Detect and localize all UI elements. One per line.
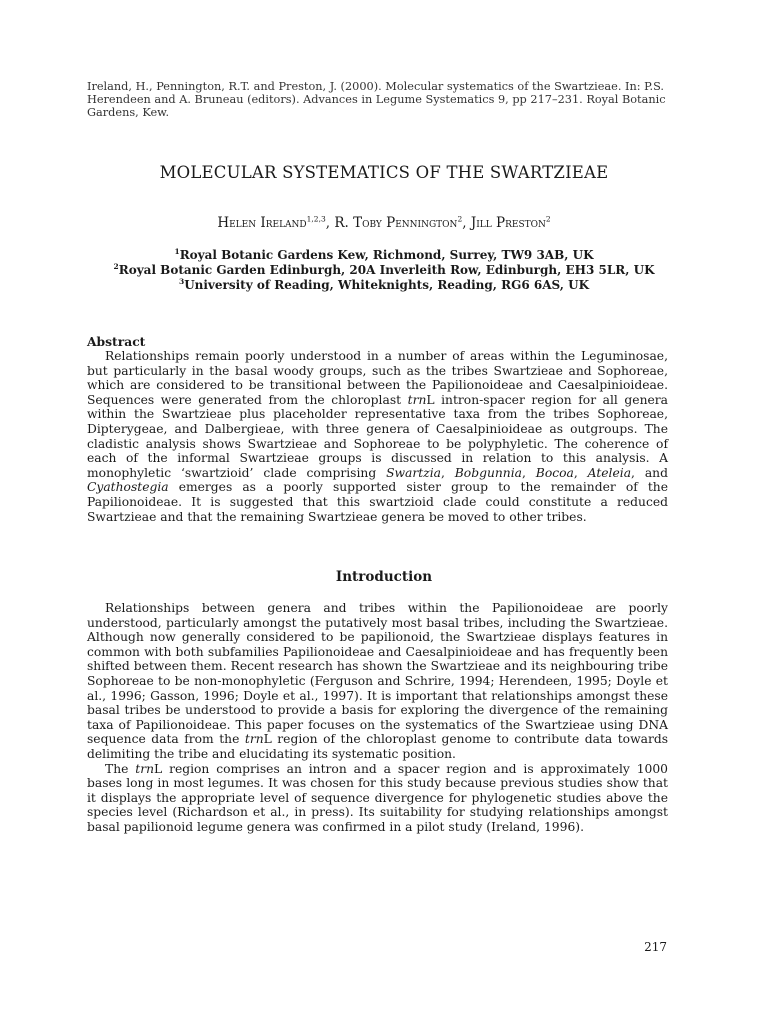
intro-paragraph <box>87 601 668 762</box>
affiliations <box>0 248 768 293</box>
separator: , and <box>631 465 668 480</box>
author-affil-marker: 1,2,3 <box>306 214 326 224</box>
genus-name: Bocoa <box>535 465 574 480</box>
author-name: Helen Ireland <box>217 215 307 231</box>
genus-name: Swartzia <box>386 465 441 480</box>
introduction-body <box>87 601 668 835</box>
page-number: 217 <box>644 940 667 954</box>
abstract-paragraph <box>87 349 668 524</box>
text-run: Relationships between genera and tribes within the Papilionoideae are poorly understood, particularly amongst the putatively most basal tribes, including the Swartzieae. Although now generally considered to be papilionoid, the Swartzieae displays features in common with both subfamilies Papilionoideae and Caesalpinioideae and has frequently been shifted between them. Recent research has shown the Swartzieae and its neighbouring tribe Sophoreae to be non-monophyletic (Ferguson and Schrire, 1994; Herendeen, 1995; Doyle et al., 1996; Gasson, 1996; Doyle et al., 1997). It is important that relationships amongst these basal tribes be understood to provide a basis for exploring the divergence of the remaining taxa of Papilionoideae. This paper focuses on the systematics of the Swartzieae using DNA sequence data from the <box>87 601 668 747</box>
author-separator: , <box>462 215 471 231</box>
affil-marker: 2 <box>113 262 119 271</box>
affil-marker: 3 <box>178 277 185 286</box>
separator: , <box>573 465 588 480</box>
genus-name: Cyathostegia <box>87 480 169 495</box>
author-affil-marker: 2 <box>545 214 551 224</box>
introduction-heading: Introduction <box>335 569 433 585</box>
author-name: R. Toby Pennington <box>334 215 458 231</box>
genus-name: Ateleia <box>587 465 632 480</box>
abstract-body <box>87 349 668 524</box>
text-run: L region of the chloroplast genome to contribute data towards delimiting the tribe and elucidating its systematic position. <box>87 732 669 761</box>
affiliation-text: University of Reading, Whiteknights, Reading, RG6 6AS, UK <box>184 278 590 292</box>
text-run: emerges as a poorly supported sister group to the remainder of the Papilionoideae. It is suggested that this swartzioid clade could constitute a reduced Swartzieae and that the remaining Swartzieae genera be moved to other tribes. <box>87 480 668 524</box>
text-run: L intron-spacer region for all genera within the Swartzieae plus placeholder representative taxa from the tribes Sophoreae, Dipterygeae, and Dalbergieae, with three genera of Caesalpinioideae as outgroups. The cladistic analysis shows Swartzieae and Sophoreae to be polyphyletic. The coherence of each of the informal Swartzieae groups is discussed in relation to this analysis. A monophyletic ‘swartzioid’ clade comprising <box>87 392 668 480</box>
citation: Ireland, H., Pennington, R.T. and Preston, J. (2000). Molecular systematics of the Swartzieae. In: P.S. Herendeen and A. Bruneau (editors). Advances in Legume Systematics 9, pp 217–231. Royal Botanic Gardens, Kew. <box>87 80 666 119</box>
abstract-heading: Abstract <box>87 334 146 349</box>
affiliation-text: Royal Botanic Gardens Kew, Richmond, Surrey, TW9 3AB, UK <box>179 248 594 262</box>
affiliation-text: Royal Botanic Garden Edinburgh, 20A Inverleith Row, Edinburgh, EH3 5LR, UK <box>118 263 655 277</box>
affil-marker: 1 <box>174 247 180 256</box>
gene-name: trn <box>135 761 155 776</box>
gene-name: trn <box>407 392 427 407</box>
separator: , <box>440 465 455 480</box>
gene-name: trn <box>244 732 264 747</box>
affiliation <box>0 263 768 278</box>
text-run: Relationships remain poorly understood in a number of areas within the Leguminosae, but particularly in the basal woody groups, such as the tribes Swartzieae and Sophoreae, which are considered to be transitional between the Papilionoideae and Caesalpinioideae. Sequences were generated from the chloroplast <box>87 349 668 407</box>
author-list <box>0 215 768 231</box>
paper-title: MOLECULAR SYSTEMATICS OF THE SWARTZIEAE <box>159 163 609 182</box>
genus-name: Bobgunnia <box>454 465 522 480</box>
affiliation <box>0 278 768 293</box>
text-run: L region comprises an intron and a spacer region and is approximately 1000 bases long in most legumes. It was chosen for this study because previous studies show that it displays the appropriate level of sequence divergence for phylogenetic studies above the species level (Richardson et al., in press). Its suitability for studying relationships amongst basal papilionoid legume genera was confirmed in a pilot study (Ireland, 1996). <box>87 761 669 834</box>
author-name: Jill Preston <box>470 215 546 231</box>
text-run: The <box>105 761 136 776</box>
author-separator: , <box>325 215 335 231</box>
author-affil-marker: 2 <box>457 214 463 224</box>
affiliation <box>0 248 768 263</box>
separator: , <box>521 465 536 480</box>
intro-paragraph <box>87 762 668 835</box>
